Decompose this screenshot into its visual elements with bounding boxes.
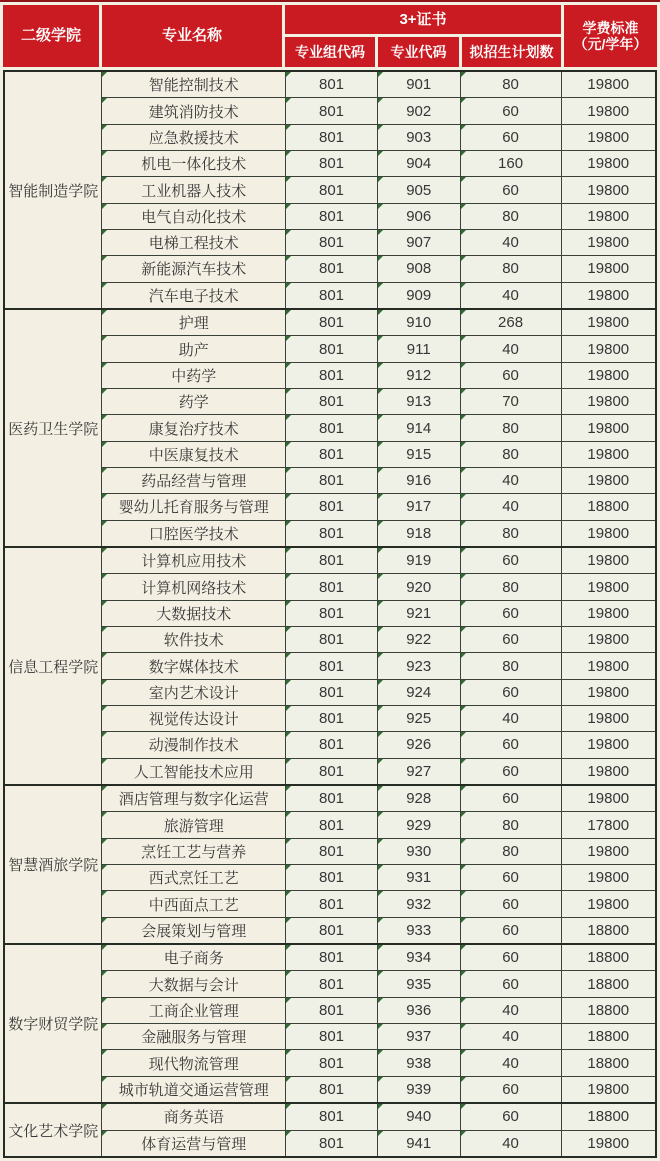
plan-count-cell: 60 [460,785,561,812]
major-code-cell: 940 [377,1103,460,1130]
major-name-cell: 汽车电子技术 [102,282,286,309]
header-major-code: 专业代码 [378,37,459,67]
header-tuition [564,5,657,67]
major-code-cell: 915 [377,441,460,467]
table-row [4,177,656,203]
plan-count-cell: 80 [460,838,561,864]
major-name-cell: 电子商务 [102,944,286,971]
major-code-cell: 920 [377,574,460,600]
tuition-cell: 18800 [561,971,656,997]
table-row [4,282,656,309]
group-code-cell: 801 [286,758,378,785]
plan-count-cell: 40 [460,494,561,520]
tuition-cell: 19800 [561,574,656,600]
group-code-cell: 801 [286,389,378,415]
table-row [4,256,656,282]
tuition-cell: 19800 [561,282,656,309]
tuition-cell: 19800 [561,653,656,679]
header-major-name: 专业名称 [102,5,282,67]
group-code-cell: 801 [286,1103,378,1130]
group-code-cell: 801 [286,151,378,177]
major-code-cell: 932 [377,891,460,917]
plan-count-cell: 80 [460,520,561,547]
plan-count-cell: 60 [460,600,561,626]
college-cell: 医药卫生学院 [4,309,102,547]
college-cell: 智慧酒旅学院 [4,785,102,944]
major-name-cell: 酒店管理与数字化运营 [102,785,286,812]
tuition-cell: 19800 [561,547,656,574]
major-name-cell: 西式烹饪工艺 [102,865,286,891]
plan-count-cell: 60 [460,1076,561,1103]
major-name-cell: 机电一体化技术 [102,151,286,177]
tuition-cell: 19800 [561,362,656,388]
table-row [4,203,656,229]
plan-count-cell: 40 [460,336,561,362]
college-cell: 智能制造学院 [4,71,102,309]
header-major-group-code: 专业组代码 [285,37,375,67]
table-row [4,467,656,493]
major-code-cell: 922 [377,627,460,653]
group-code-cell: 801 [286,441,378,467]
group-code-cell: 801 [286,705,378,731]
tuition-cell: 19800 [561,229,656,255]
major-name-cell: 人工智能技术应用 [102,758,286,785]
group-code-cell: 801 [286,732,378,758]
major-name-cell: 中药学 [102,362,286,388]
major-name-cell: 口腔医学技术 [102,520,286,547]
major-name-cell: 药学 [102,389,286,415]
plan-count-cell: 60 [460,917,561,944]
tuition-cell: 19800 [561,865,656,891]
major-code-cell: 927 [377,758,460,785]
major-name-cell: 动漫制作技术 [102,732,286,758]
major-name-cell: 数字媒体技术 [102,653,286,679]
group-code-cell: 801 [286,309,378,336]
major-name-cell: 药品经营与管理 [102,467,286,493]
group-code-cell: 801 [286,785,378,812]
table-row [4,1024,656,1050]
tuition-cell: 17800 [561,812,656,838]
plan-count-cell: 80 [460,441,561,467]
tuition-cell: 19800 [561,679,656,705]
plan-count-cell: 60 [460,944,561,971]
tuition-cell: 19800 [561,415,656,441]
major-name-cell: 电梯工程技术 [102,229,286,255]
plan-count-cell: 80 [460,653,561,679]
tuition-cell: 19800 [561,309,656,336]
major-code-cell: 901 [377,71,460,98]
major-name-cell: 旅游管理 [102,812,286,838]
admission-table [3,70,657,1158]
plan-count-cell: 60 [460,547,561,574]
group-code-cell: 801 [286,600,378,626]
group-code-cell: 801 [286,71,378,98]
major-code-cell: 908 [377,256,460,282]
tuition-cell: 18800 [561,944,656,971]
table-row [4,891,656,917]
table-row [4,1130,656,1157]
plan-count-cell: 70 [460,389,561,415]
major-name-cell: 体育运营与管理 [102,1130,286,1157]
plan-count-cell: 60 [460,758,561,785]
tuition-cell: 19800 [561,98,656,124]
table-row [4,865,656,891]
plan-count-cell: 160 [460,151,561,177]
group-code-cell: 801 [286,229,378,255]
table-row [4,944,656,971]
major-code-cell: 931 [377,865,460,891]
major-name-cell: 软件技术 [102,627,286,653]
tuition-cell: 19800 [561,758,656,785]
table-row [4,574,656,600]
major-name-cell: 视觉传达设计 [102,705,286,731]
table-row [4,309,656,336]
plan-count-cell: 268 [460,309,561,336]
table-row [4,415,656,441]
major-code-cell: 912 [377,362,460,388]
group-code-cell: 801 [286,256,378,282]
table-row [4,600,656,626]
tuition-cell: 19800 [561,785,656,812]
table-row [4,151,656,177]
major-name-cell: 新能源汽车技术 [102,256,286,282]
major-code-cell: 934 [377,944,460,971]
major-code-cell: 918 [377,520,460,547]
table-row [4,362,656,388]
header-cert-group: 3+证书 [285,5,561,34]
table-row [4,812,656,838]
tuition-cell: 19800 [561,151,656,177]
table-row [4,547,656,574]
group-code-cell: 801 [286,1050,378,1076]
table-row [4,997,656,1023]
major-name-cell: 应急救援技术 [102,124,286,150]
plan-count-cell: 80 [460,574,561,600]
group-code-cell: 801 [286,177,378,203]
table-row [4,758,656,785]
tuition-cell: 19800 [561,732,656,758]
major-name-cell: 烹饪工艺与营养 [102,838,286,864]
table-row [4,71,656,98]
table-row [4,1076,656,1103]
tuition-cell: 19800 [561,336,656,362]
major-code-cell: 902 [377,98,460,124]
table-row [4,917,656,944]
major-name-cell: 助产 [102,336,286,362]
plan-count-cell: 60 [460,98,561,124]
tuition-cell: 19800 [561,441,656,467]
major-code-cell: 924 [377,679,460,705]
group-code-cell: 801 [286,362,378,388]
plan-count-cell: 60 [460,1103,561,1130]
major-code-cell: 911 [377,336,460,362]
plan-count-cell: 60 [460,627,561,653]
table-row [4,98,656,124]
tuition-cell: 19800 [561,71,656,98]
plan-count-cell: 80 [460,71,561,98]
plan-count-cell: 40 [460,282,561,309]
plan-count-cell: 40 [460,1050,561,1076]
plan-count-cell: 40 [460,229,561,255]
tuition-cell: 18800 [561,494,656,520]
major-code-cell: 906 [377,203,460,229]
major-code-cell: 925 [377,705,460,731]
major-name-cell: 室内艺术设计 [102,679,286,705]
major-code-cell: 919 [377,547,460,574]
tuition-cell: 19800 [561,124,656,150]
table-row [4,785,656,812]
group-code-cell: 801 [286,467,378,493]
major-code-cell: 904 [377,151,460,177]
major-code-cell: 910 [377,309,460,336]
group-code-cell: 801 [286,917,378,944]
tuition-cell: 19800 [561,600,656,626]
tuition-cell: 19800 [561,627,656,653]
plan-count-cell: 40 [460,467,561,493]
major-code-cell: 921 [377,600,460,626]
group-code-cell: 801 [286,415,378,441]
major-code-cell: 939 [377,1076,460,1103]
major-name-cell: 现代物流管理 [102,1050,286,1076]
major-name-cell: 计算机应用技术 [102,547,286,574]
major-code-cell: 926 [377,732,460,758]
table-header [3,5,657,67]
major-code-cell: 930 [377,838,460,864]
group-code-cell: 801 [286,574,378,600]
major-name-cell: 护理 [102,309,286,336]
group-code-cell: 801 [286,520,378,547]
tuition-cell: 19800 [561,256,656,282]
tuition-cell: 19800 [561,203,656,229]
group-code-cell: 801 [286,812,378,838]
college-cell: 信息工程学院 [4,547,102,785]
group-code-cell: 801 [286,1024,378,1050]
major-name-cell: 计算机网络技术 [102,574,286,600]
header-plan-count: 拟招生计划数 [462,37,561,67]
table-row [4,336,656,362]
tuition-cell: 19800 [561,891,656,917]
group-code-cell: 801 [286,282,378,309]
major-name-cell: 城市轨道交通运营管理 [102,1076,286,1103]
header-tuition-line2: （元/学年） [573,36,648,52]
group-code-cell: 801 [286,494,378,520]
major-code-cell: 913 [377,389,460,415]
major-name-cell: 中西面点工艺 [102,891,286,917]
major-code-cell: 905 [377,177,460,203]
major-code-cell: 914 [377,415,460,441]
major-code-cell: 929 [377,812,460,838]
college-cell: 文化艺术学院 [4,1103,102,1157]
table-row [4,1103,656,1130]
tuition-cell: 18800 [561,997,656,1023]
major-code-cell: 907 [377,229,460,255]
plan-count-cell: 60 [460,891,561,917]
major-code-cell: 933 [377,917,460,944]
plan-count-cell: 40 [460,705,561,731]
group-code-cell: 801 [286,865,378,891]
table-row [4,520,656,547]
admission-table-body [4,71,656,1157]
major-code-cell: 923 [377,653,460,679]
table-row [4,705,656,731]
tuition-cell: 18800 [561,1050,656,1076]
tuition-cell: 18800 [561,1024,656,1050]
major-name-cell: 金融服务与管理 [102,1024,286,1050]
table-row [4,441,656,467]
table-row [4,838,656,864]
major-code-cell: 928 [377,785,460,812]
tuition-cell: 19800 [561,1130,656,1157]
group-code-cell: 801 [286,98,378,124]
major-name-cell: 中医康复技术 [102,441,286,467]
table-row [4,494,656,520]
plan-count-cell: 60 [460,732,561,758]
tuition-cell: 18800 [561,1103,656,1130]
major-name-cell: 建筑消防技术 [102,98,286,124]
tuition-cell: 19800 [561,1076,656,1103]
table-row [4,627,656,653]
major-code-cell: 909 [377,282,460,309]
major-code-cell: 916 [377,467,460,493]
major-code-cell: 917 [377,494,460,520]
group-code-cell: 801 [286,944,378,971]
table-row [4,653,656,679]
major-name-cell: 工商企业管理 [102,997,286,1023]
table-row [4,1050,656,1076]
plan-count-cell: 60 [460,177,561,203]
major-name-cell: 工业机器人技术 [102,177,286,203]
tuition-cell: 19800 [561,389,656,415]
table-row [4,124,656,150]
tuition-cell: 19800 [561,177,656,203]
group-code-cell: 801 [286,1076,378,1103]
group-code-cell: 801 [286,971,378,997]
plan-count-cell: 60 [460,971,561,997]
group-code-cell: 801 [286,653,378,679]
plan-count-cell: 80 [460,812,561,838]
plan-count-cell: 40 [460,997,561,1023]
tuition-cell: 19800 [561,838,656,864]
header-college: 二级学院 [3,5,99,67]
group-code-cell: 801 [286,838,378,864]
table-row [4,732,656,758]
major-code-cell: 941 [377,1130,460,1157]
major-name-cell: 商务英语 [102,1103,286,1130]
major-code-cell: 935 [377,971,460,997]
major-name-cell: 电气自动化技术 [102,203,286,229]
major-name-cell: 大数据技术 [102,600,286,626]
major-name-cell: 康复治疗技术 [102,415,286,441]
major-code-cell: 903 [377,124,460,150]
group-code-cell: 801 [286,891,378,917]
group-code-cell: 801 [286,627,378,653]
plan-count-cell: 60 [460,865,561,891]
plan-count-cell: 80 [460,256,561,282]
tuition-cell: 19800 [561,705,656,731]
plan-count-cell: 60 [460,679,561,705]
group-code-cell: 801 [286,679,378,705]
table-row [4,389,656,415]
group-code-cell: 801 [286,997,378,1023]
college-cell: 数字财贸学院 [4,944,102,1103]
plan-count-cell: 60 [460,362,561,388]
major-name-cell: 婴幼儿托育服务与管理 [102,494,286,520]
tuition-cell: 19800 [561,520,656,547]
group-code-cell: 801 [286,1130,378,1157]
group-code-cell: 801 [286,124,378,150]
plan-count-cell: 40 [460,1130,561,1157]
major-name-cell: 会展策划与管理 [102,917,286,944]
header-tuition-line1: 学费标准 [582,19,639,36]
major-name-cell: 智能控制技术 [102,71,286,98]
plan-count-cell: 60 [460,124,561,150]
tuition-cell: 19800 [561,467,656,493]
table-row [4,971,656,997]
major-code-cell: 938 [377,1050,460,1076]
major-name-cell: 大数据与会计 [102,971,286,997]
group-code-cell: 801 [286,547,378,574]
plan-count-cell: 80 [460,203,561,229]
tuition-cell: 18800 [561,917,656,944]
group-code-cell: 801 [286,203,378,229]
plan-count-cell: 40 [460,1024,561,1050]
table-row [4,229,656,255]
major-code-cell: 936 [377,997,460,1023]
group-code-cell: 801 [286,336,378,362]
major-code-cell: 937 [377,1024,460,1050]
plan-count-cell: 80 [460,415,561,441]
table-row [4,679,656,705]
